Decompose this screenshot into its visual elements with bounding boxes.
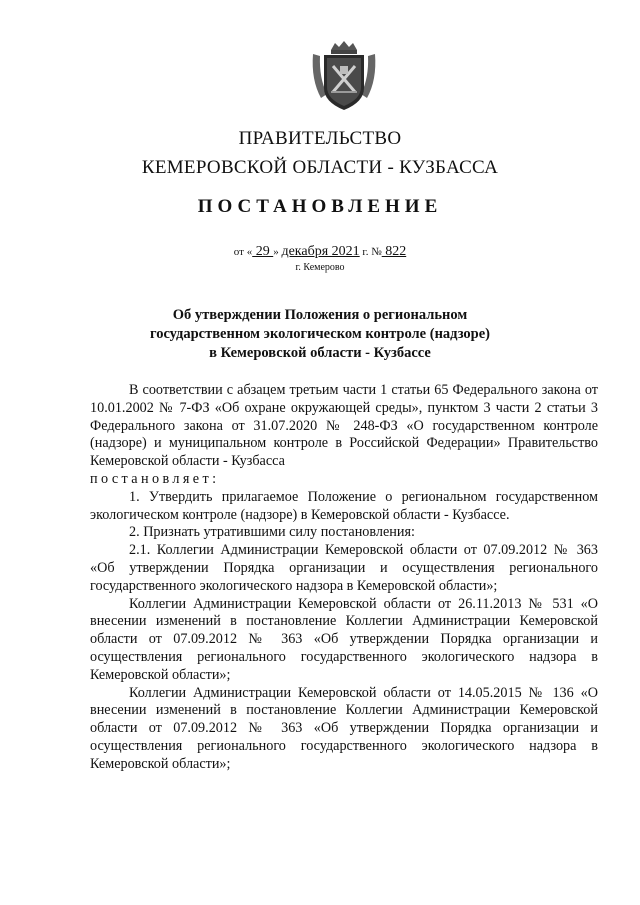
subject-line-1: Об утверждении Положения о региональном — [172, 307, 468, 323]
region-title: КЕМЕРОВСКОЙ ОБЛАСТИ - КУЗБАССА — [141, 157, 499, 178]
government-title: ПРАВИТЕЛЬСТВО — [238, 128, 402, 149]
subject-line-2: государственном экологическом контроле (надзоре) — [149, 326, 491, 342]
item-2-3: Коллегии Администрации Кемеровской области от 14.05.2015 № 136 «О внесении изменений в постановление Коллегии Администрации Кемеровской области от 07.09.2012 № 363 «Об утверждении Порядка организации и осуществления регионального государственного экологического надзора в Кемеровской области»; — [90, 684, 598, 772]
document-type: ПОСТАНОВЛЕНИЕ — [197, 196, 443, 217]
item-2: 2. Признать утратившими силу постановления: — [129, 524, 415, 541]
date-day: 29 — [252, 244, 274, 259]
date-month-year: декабря 2021 — [281, 244, 360, 259]
item-2-1: 2.1. Коллегии Администрации Кемеровской области от 07.09.2012 № 363 «Об утверждении Порядка организации и осуществления регионального государственного экологического надзора в Кемеровской области»; — [90, 542, 598, 594]
item-1: 1. Утвердить прилагаемое Положение о региональном государственном экологическом контроле (надзоре) в Кемеровской области - Кузбассе. — [90, 488, 598, 523]
coat-of-arms-icon — [309, 40, 379, 112]
subject-line-3: в Кемеровской области - Кузбассе — [209, 345, 431, 361]
date-mid: » — [273, 246, 282, 258]
document-subject — [0, 306, 640, 363]
document-body — [90, 382, 598, 774]
document-number: 822 — [381, 244, 407, 259]
decree-word: постановляет: — [90, 470, 220, 487]
preamble-paragraph: В соответствии с абзацем третьим части 1 статьи 65 Федерального закона от 10.01.2002 № 7-ФЗ «Об охране окружающей среды», пунктом 3 части 2 статьи 3 Федерального закона от 31.07.2020 № 248-ФЗ «О государственном контроле (надзоре) и муниципальном контроле в Российской Федерации» Правительство Кемеровской области - Кузбасса — [90, 382, 598, 470]
item-2-2: Коллегии Администрации Кемеровской области от 26.11.2013 № 531 «О внесении изменений в постановление Коллегии Администрации Кемеровской области от 07.09.2012 № 363 «Об утверждении Порядка организации и осуществления регионального государственного экологического надзора в Кемеровской области»; — [90, 595, 598, 683]
date-prefix: от « — [233, 246, 253, 258]
date-suffix: г. — [359, 246, 369, 258]
date-line — [0, 244, 640, 260]
number-prefix: № — [368, 246, 382, 258]
city-name: г. Кемерово — [295, 262, 345, 273]
